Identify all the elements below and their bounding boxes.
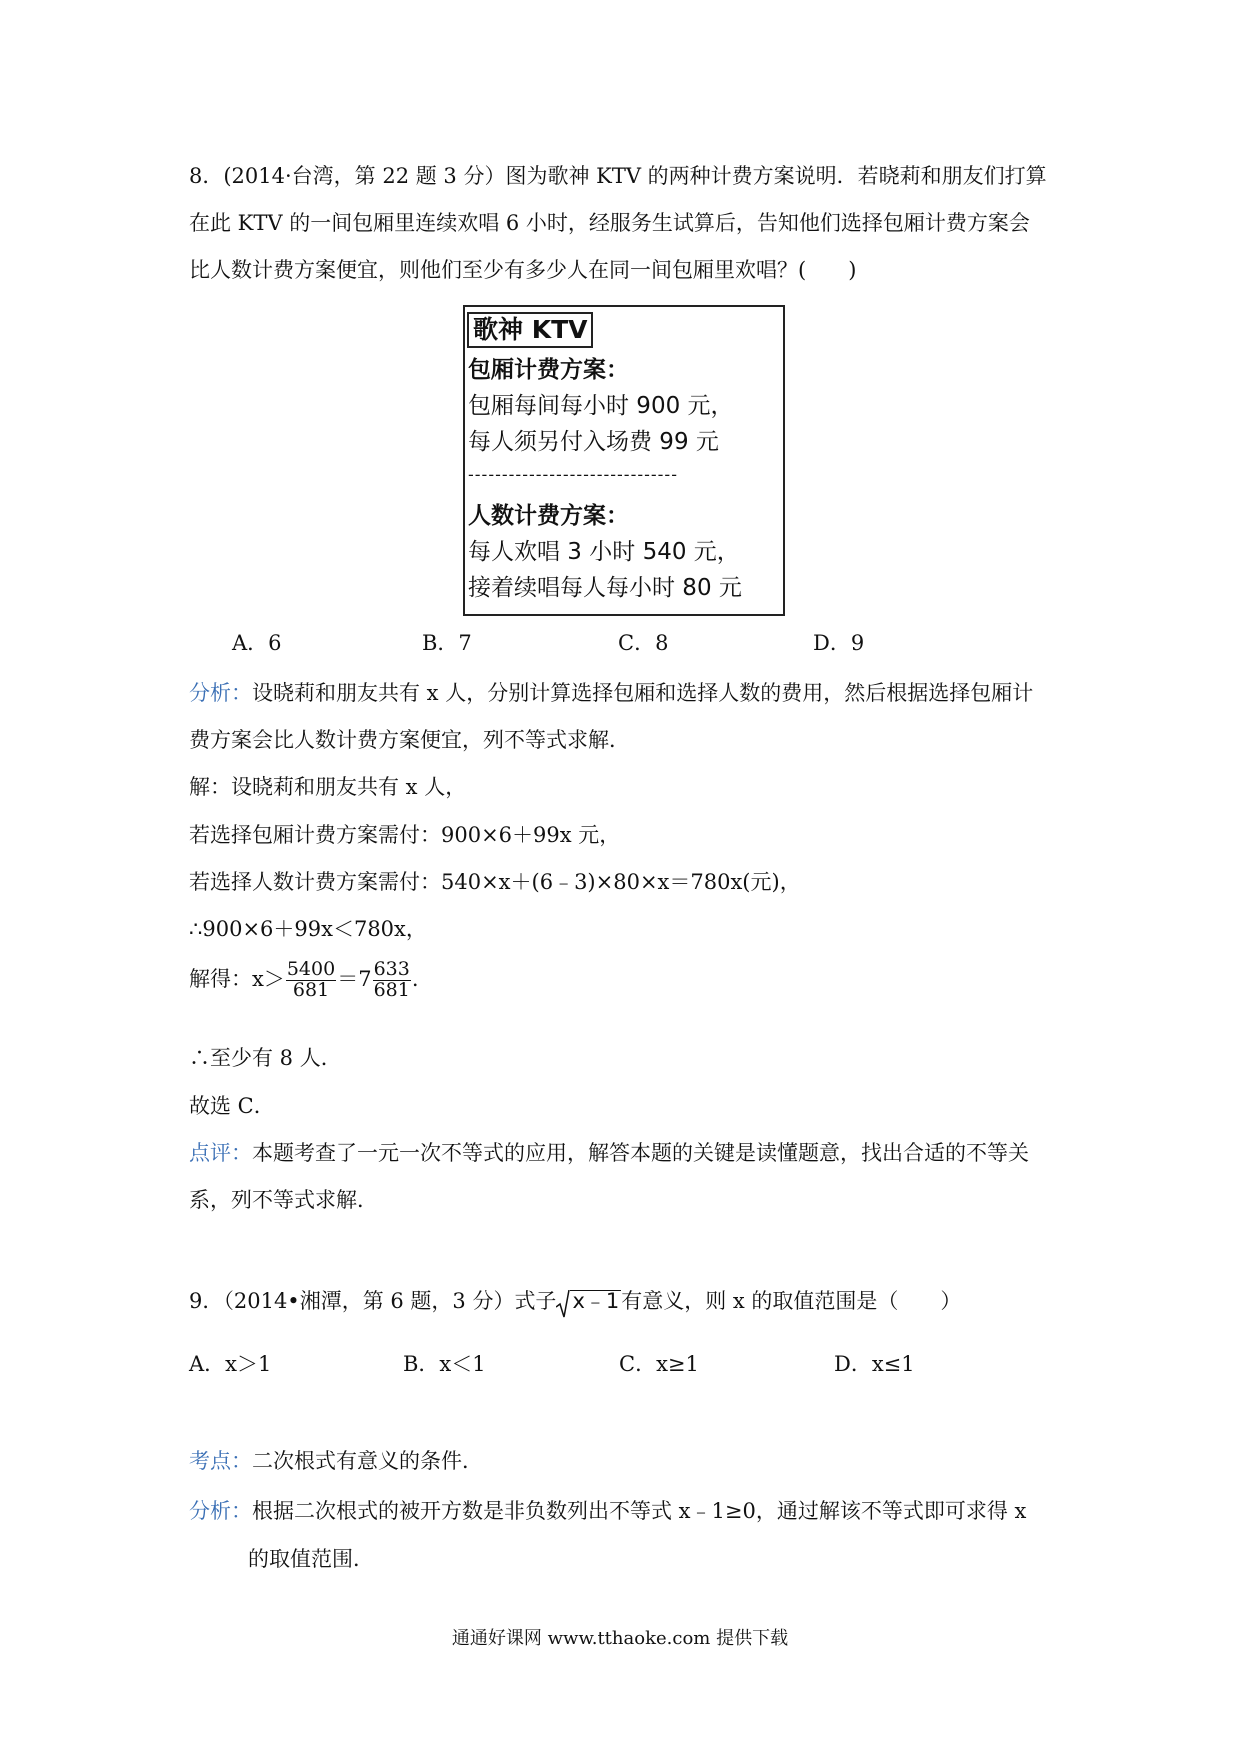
point-label: 考点：	[189, 1449, 252, 1473]
box-divider: -------------------------------	[468, 465, 678, 484]
q9-stem	[189, 1290, 961, 1312]
fraction-633-681	[373, 960, 411, 1001]
solve-prefix: 解得：x＞	[189, 966, 285, 991]
q8-comment-line-1	[189, 1143, 1029, 1164]
q8-analysis-line-2: 费方案会比人数计费方案便宜，列不等式求解．	[189, 728, 630, 752]
q8-option-c: C．8	[618, 631, 669, 655]
q8-solution-line-3: 若选择人数计费方案需付：540×x＋(6﹣3)×80×x＝780x(元)，	[189, 870, 801, 894]
q8-option-b: B．7	[422, 631, 472, 655]
q8-solution-line-7: 故选 C．	[189, 1094, 275, 1118]
radical-sign-icon	[556, 1290, 570, 1318]
q8-option-d: D．9	[813, 631, 865, 655]
ktv-box-title: 歌神 KTV	[467, 312, 593, 348]
solve-mid: ＝7	[337, 966, 372, 991]
solve-end: .	[411, 966, 419, 991]
fraction-numerator: 633	[373, 958, 410, 980]
q9-stem-prefix: 9．（2014•湘潭，第 6 题，3 分）式子	[189, 1289, 557, 1313]
room-plan-heading: 包厢计费方案：	[468, 357, 629, 383]
q9-analysis-line-2: 的取值范围．	[248, 1547, 374, 1571]
room-plan-line-1: 包厢每间每小时 900 元，	[468, 393, 734, 419]
fraction-5400-681	[286, 960, 336, 1001]
q8-solution-line-6: ∴至少有 8 人．	[189, 1046, 342, 1070]
q9-option-a: A．x＞1	[189, 1352, 272, 1376]
comment-label: 点评：	[189, 1141, 252, 1165]
person-plan-line-1: 每人欢唱 3 小时 540 元，	[468, 539, 740, 565]
square-root-expression	[556, 1290, 621, 1312]
q9-option-d: D．x≤1	[834, 1352, 915, 1376]
analysis-text-1: 根据二次根式的被开方数是非负数列出不等式 x﹣1≥0，通过解该不等式即可求得 x	[252, 1499, 1027, 1523]
fraction-numerator: 5400	[286, 958, 336, 980]
q8-comment-line-2: 系，列不等式求解．	[189, 1188, 378, 1212]
q8-solution-line-2: 若选择包厢计费方案需付：900×6＋99x 元，	[189, 823, 621, 847]
radicand: x﹣1	[572, 1289, 620, 1313]
q8-analysis-line-1	[189, 683, 1033, 704]
q8-stem-line-2: 在此 KTV 的一间包厢里连续欢唱 6 小时，经服务生试算后，告知他们选择包厢计费方案会	[189, 211, 1030, 235]
q8-option-a: A．6	[232, 631, 282, 655]
fraction-denominator: 681	[292, 978, 330, 1001]
comment-text-1: 本题考查了一元一次不等式的应用，解答本题的关键是读懂题意，找出合适的不等关	[252, 1141, 1029, 1165]
point-text: 二次根式有意义的条件．	[252, 1449, 483, 1473]
q8-solution-line-1: 解：设晓莉和朋友共有 x 人，	[189, 775, 467, 799]
person-plan-line-2: 接着续唱每人每小时 80 元	[468, 575, 742, 601]
q9-stem-suffix: 有意义，则 x 的取值范围是（ ）	[621, 1289, 962, 1313]
ktv-pricing-box	[463, 305, 785, 616]
fraction-denominator: 681	[373, 978, 410, 1001]
q8-solution-line-4: ∴900×6＋99x＜780x，	[189, 917, 427, 941]
person-plan-heading: 人数计费方案：	[468, 503, 629, 529]
q8-stem-line-3: 比人数计费方案便宜，则他们至少有多少人在同一间包厢里欢唱？( )	[189, 258, 857, 282]
analysis-text-1: 设晓莉和朋友共有 x 人，分别计算选择包厢和选择人数的费用，然后根据选择包厢计	[252, 681, 1034, 705]
q9-option-c: C．x≥1	[619, 1352, 699, 1376]
q9-analysis-line-1	[189, 1501, 1026, 1522]
room-plan-line-2: 每人须另付入场费 99 元	[468, 429, 719, 455]
q9-point-line	[189, 1451, 483, 1472]
q8-solution-line-5	[189, 960, 419, 1001]
q8-stem-line-1: 8．(2014·台湾，第 22 题 3 分）图为歌神 KTV 的两种计费方案说明．若晓莉和朋友们打算	[189, 164, 1047, 188]
q9-option-b: B．x＜1	[403, 1352, 486, 1376]
page-footer: 通通好课网 www.tthaoke.com 提供下载	[451, 1628, 789, 1649]
analysis-label: 分析：	[189, 1499, 252, 1523]
analysis-label: 分析：	[189, 681, 252, 705]
